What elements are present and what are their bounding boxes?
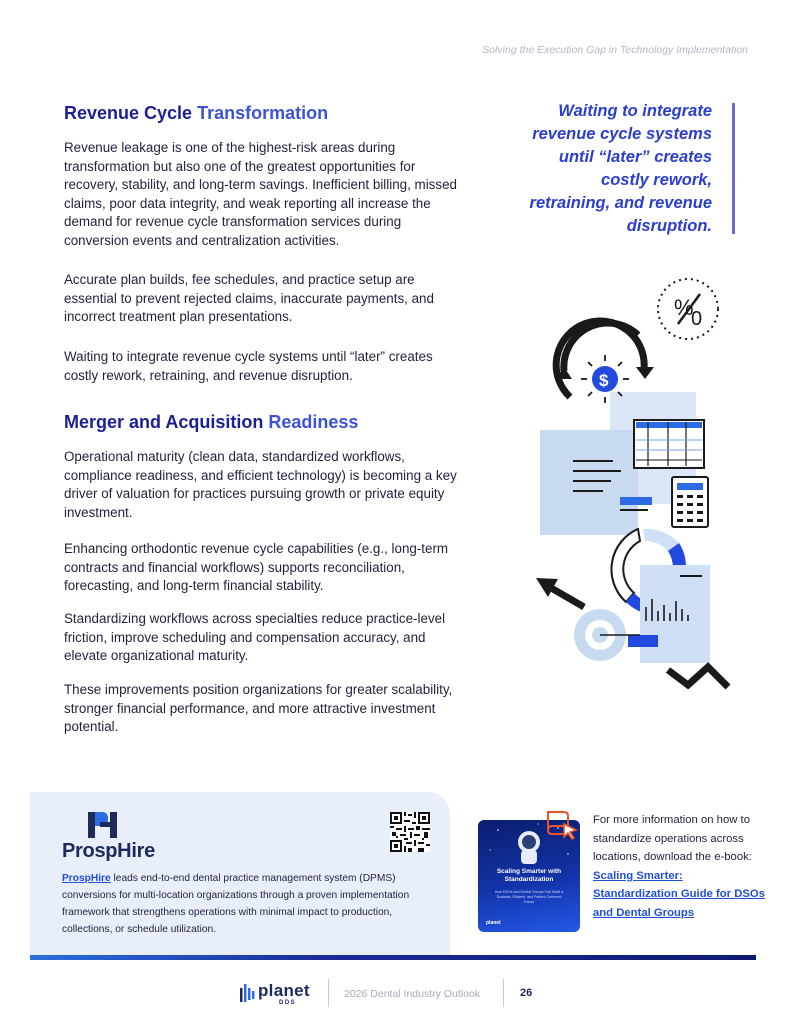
paragraph-merger-3: Standardizing workflows across specialties reduce practice-level friction, improve scheduling and compensation accuracy, and elevate organizational maturity. xyxy=(64,611,446,664)
calculator-icon xyxy=(672,477,708,527)
title-accent: Readiness xyxy=(268,412,359,432)
prosphire-description xyxy=(62,870,422,938)
trend-down-icon xyxy=(668,667,728,687)
planet-logo-icon xyxy=(240,984,256,1004)
svg-text:0: 0 xyxy=(691,308,703,330)
prosphire-logo-icon xyxy=(86,810,124,840)
svg-text:%: % xyxy=(674,295,694,320)
footer-separator xyxy=(503,979,504,1007)
spreadsheet-icon xyxy=(634,420,704,468)
paragraph-merger-4: These improvements position organizations for greater scalability, stronger financial performance, and more attractive investment potential. xyxy=(64,682,453,735)
title-main: Revenue Cycle xyxy=(64,103,198,123)
target-icon xyxy=(574,609,640,661)
page-number: 26 xyxy=(520,987,533,999)
pull-quote: Waiting to integrate revenue cycle systems until “later” creates costly rework, retraining, and revenue disruption. xyxy=(529,102,712,235)
footer-separator xyxy=(328,979,329,1007)
prosphire-link[interactable]: ProspHire xyxy=(62,873,111,884)
prosphire-logo-text: ProspHire xyxy=(62,840,155,862)
finance-illustration xyxy=(528,275,768,705)
ebook-cover-brand: planet xyxy=(486,920,501,926)
pull-quote-bar xyxy=(732,103,735,234)
document-front xyxy=(540,430,638,535)
arrow-up-left-icon xyxy=(536,578,584,607)
ebook-link[interactable] xyxy=(593,867,773,923)
svg-text:$: $ xyxy=(599,371,609,390)
ebook-cover-subtitle: How DSOs and Dental Groups Can Build a Scalable, Efficient, and Patient-Centered Future xyxy=(494,890,564,904)
ebook-cover-title: Scaling Smarter with Standardization xyxy=(496,868,562,883)
footer-title: 2026 Dental Industry Outlook xyxy=(344,988,480,1000)
title-main: Merger and Acquisition xyxy=(64,412,269,432)
section-title-merger xyxy=(64,412,358,433)
planet-logo-sub: DDS xyxy=(279,1000,297,1006)
ebook-click-icon xyxy=(544,808,580,842)
running-head: Solving the Execution Gap in Technology Implementation xyxy=(482,44,748,56)
section-title-revenue-cycle xyxy=(64,103,328,124)
title-accent: Transformation xyxy=(197,103,329,123)
paragraph-revenue-3: Waiting to integrate revenue cycle systems until “later” creates costly rework, retraining, and revenue disruption. xyxy=(64,349,433,383)
ebook-info-text: For more information on how to standardize operations across locations, download the e-book: xyxy=(593,814,752,864)
paragraph-revenue-1: Revenue leakage is one of the highest-risk areas during transformation but also one of the greatest opportunities for recovery, stability, and long-term savings. Inefficient billing, missed claims, poor data integrity, and weak reporting all increase the demand for revenue cycle transformation services during conversion events and centralization activities. xyxy=(64,140,457,248)
paragraph-revenue-2: Accurate plan builds, fee schedules, and practice setup are essential to prevent rejected claims, inaccurate payments, and incorrect treatment plan presentations. xyxy=(64,272,434,325)
ebook-link-line2: Standardization Guide for DSOs and Dental Groups xyxy=(593,888,765,919)
report-chart-icon xyxy=(628,565,710,663)
paragraph-merger-2: Enhancing orthodontic revenue cycle capabilities (e.g., long-term contracts and financial workflows) supports reconciliation, forecasting, and long-term financial stability. xyxy=(64,541,449,594)
footer-rule xyxy=(30,955,756,960)
paragraph-merger-1: Operational maturity (clean data, standardized workflows, compliance readiness, and efficient technology) is becoming a key driver of valuation for practices pursuing growth or private equity investment. xyxy=(64,449,457,520)
percent-badge-icon xyxy=(658,279,718,339)
ebook-link-line1: Scaling Smarter: xyxy=(593,869,683,882)
ebook-info xyxy=(593,811,773,923)
dollar-cycle-icon xyxy=(556,321,654,403)
qr-code xyxy=(390,812,430,852)
planet-logo-text: planet xyxy=(258,981,310,1000)
prosphire-body: leads end-to-end dental practice management system (DPMS) conversions for multi-location organizations through a proven implementation framework that strengthens operations with minimal impact to production, collections, or schedule utilization. xyxy=(62,873,410,935)
